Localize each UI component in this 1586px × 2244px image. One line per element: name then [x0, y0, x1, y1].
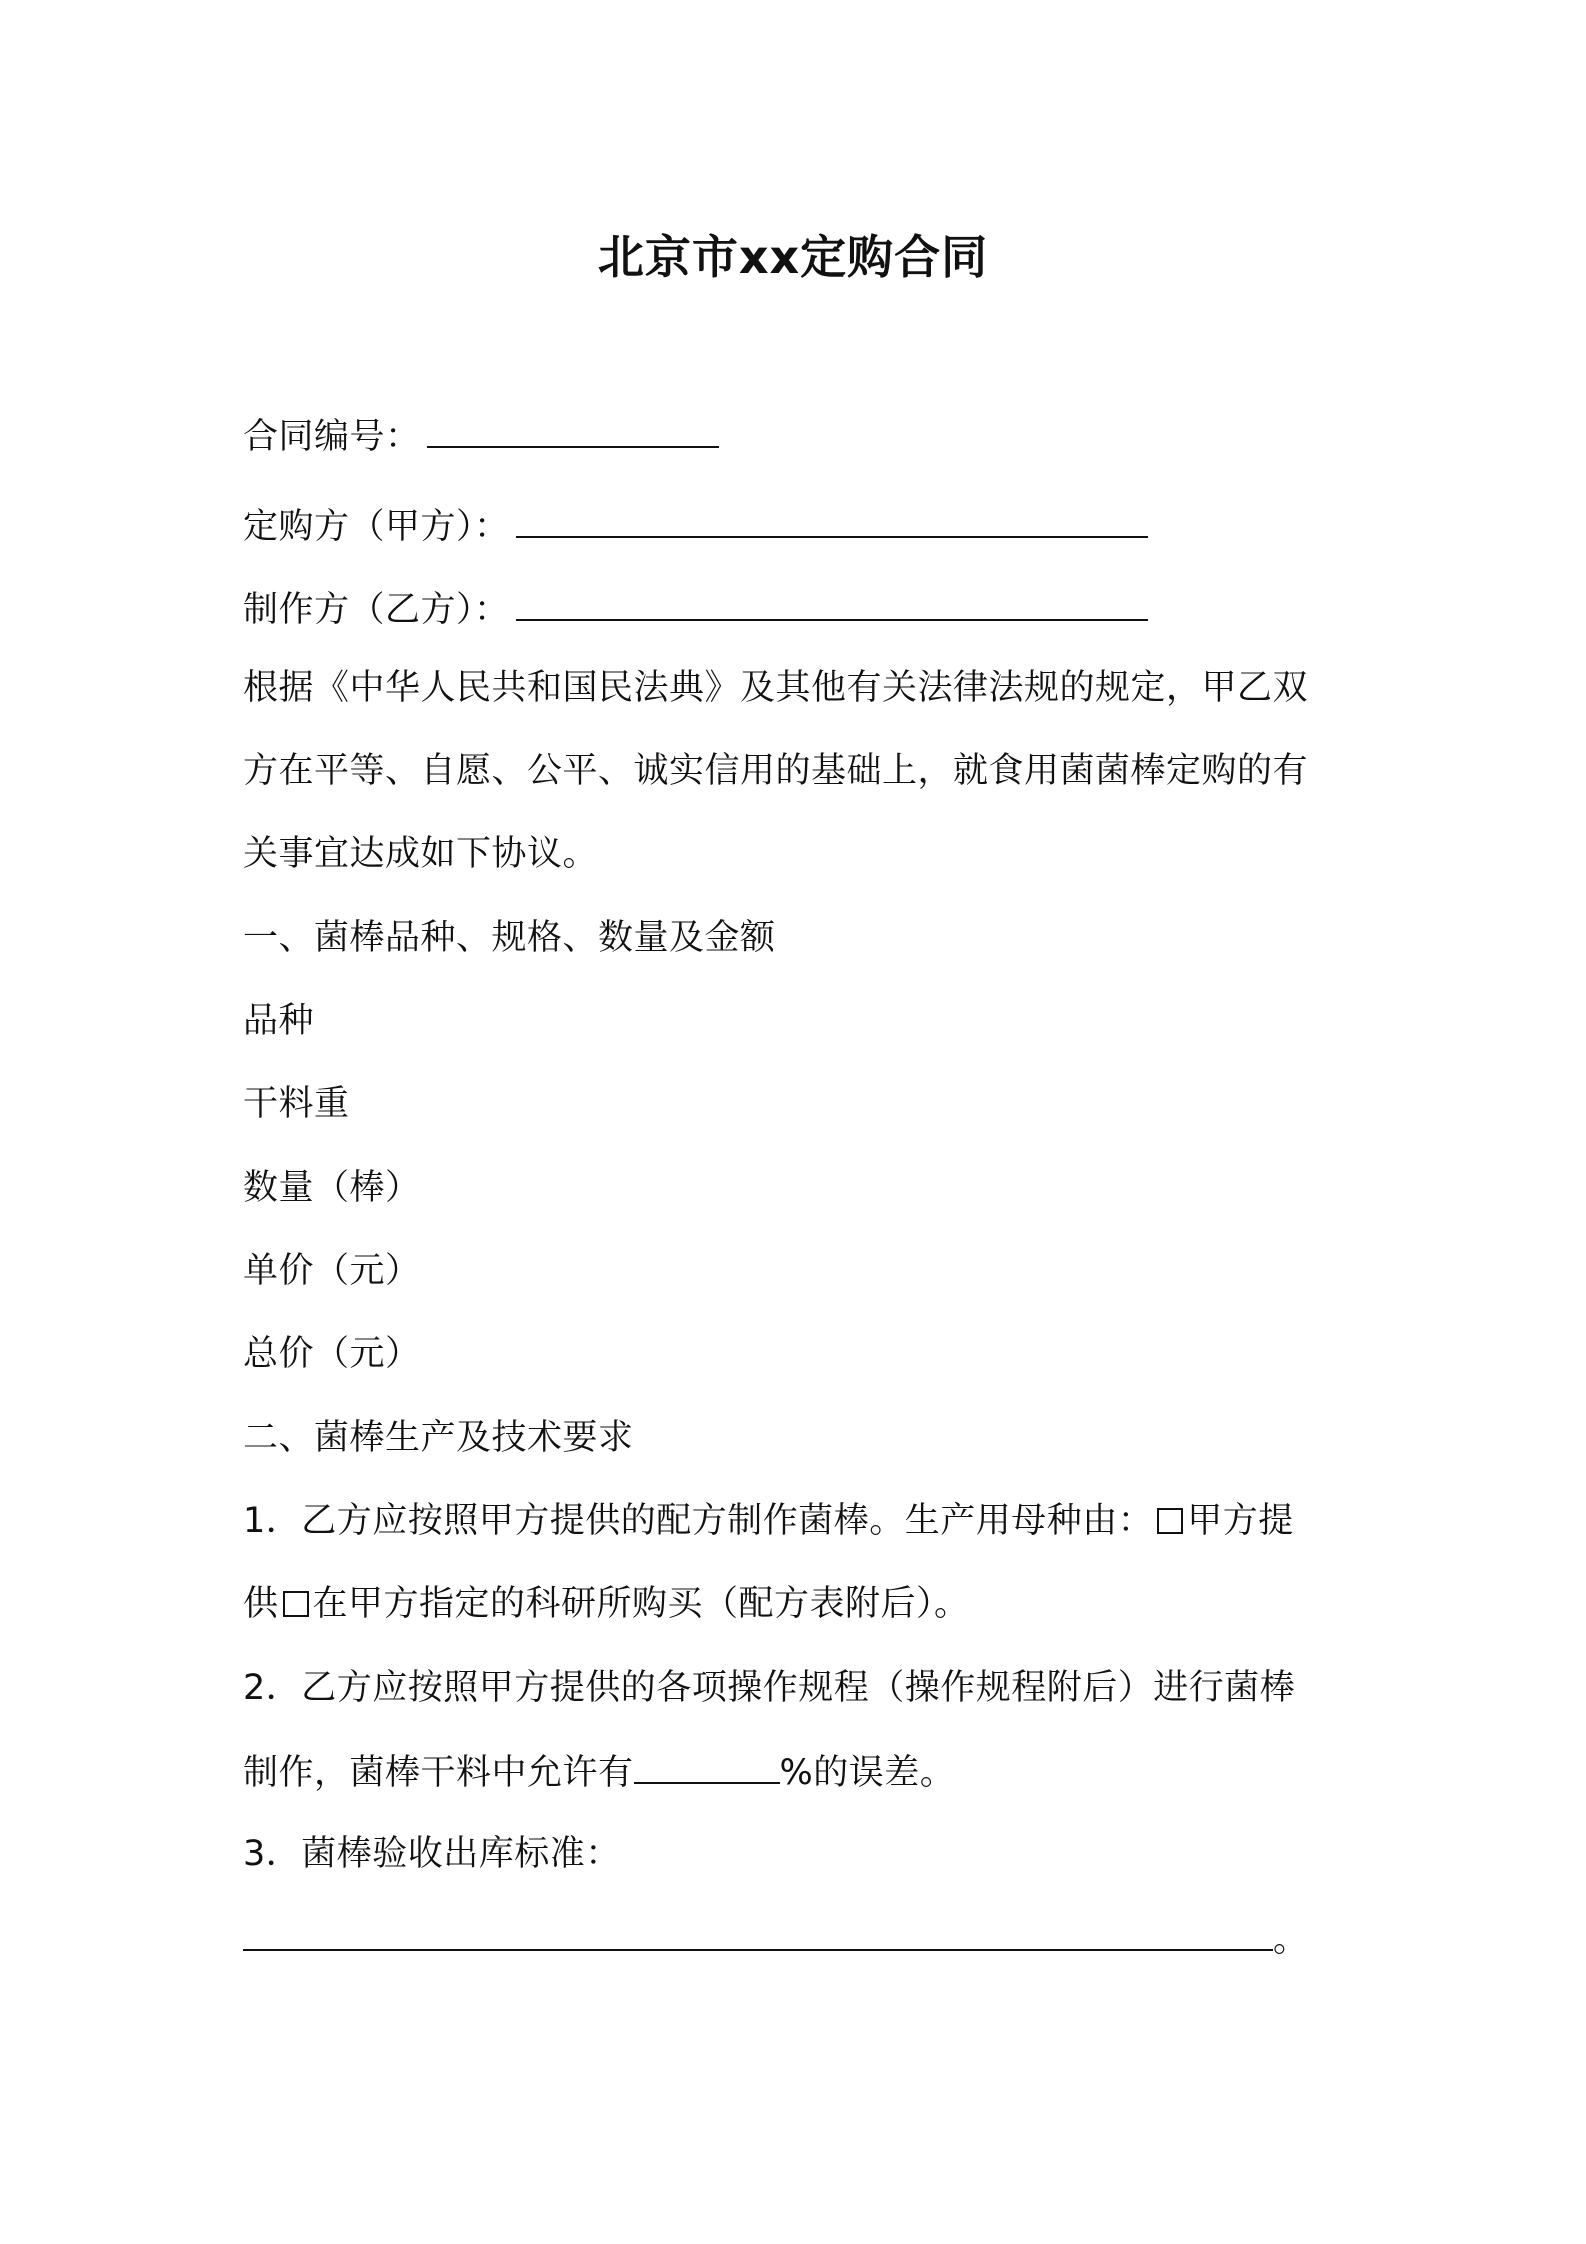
party-a-blank[interactable]	[516, 500, 1148, 538]
clause-2-text-a: 制作，菌棒干料中允许有	[243, 1753, 634, 1793]
section-2-heading: 二、菌棒生产及技术要求	[243, 1418, 634, 1458]
clause-3-period: 。	[1273, 1920, 1309, 1960]
clause-3-line-1: 3．菌棒验收出库标准：	[243, 1834, 621, 1874]
acceptance-standard-blank[interactable]	[243, 1913, 1273, 1951]
mother-strain-institute-checkbox[interactable]	[283, 1591, 309, 1617]
party-b-blank[interactable]	[516, 583, 1148, 621]
document-title: 北京市xx定购合同	[597, 230, 989, 284]
contract-number-line	[243, 410, 719, 462]
intro-line-2: 方在平等、自愿、公平、诚实信用的基础上，就食用菌菌棒定购的有	[243, 751, 1309, 791]
clause-2-text-b: %的误差。	[779, 1753, 956, 1793]
clause-1-line-2	[243, 1579, 970, 1629]
party-a-label: 定购方（甲方）：	[243, 507, 510, 547]
item-dry-weight: 干料重	[243, 1084, 350, 1124]
clause-1-line-1	[243, 1496, 1294, 1546]
clause-1-text-b: 甲方提	[1187, 1501, 1294, 1541]
item-unit-price: 单价（元）	[243, 1251, 421, 1291]
clause-3-line-2	[243, 1913, 1309, 1965]
party-b-label: 制作方（乙方）：	[243, 590, 510, 630]
item-variety: 品种	[243, 1001, 315, 1041]
clause-1-text-a: 1．乙方应按照甲方提供的配方制作菌棒。生产用母种由：	[243, 1501, 1154, 1541]
party-a-line	[243, 500, 1148, 552]
intro-line-3: 关事宜达成如下协议。	[243, 834, 599, 874]
item-quantity: 数量（棒）	[243, 1168, 421, 1208]
section-1-heading: 一、菌棒品种、规格、数量及金额	[243, 918, 776, 958]
item-total-price: 总价（元）	[243, 1334, 421, 1374]
error-percent-blank[interactable]	[634, 1746, 780, 1784]
contract-number-blank[interactable]	[427, 410, 719, 448]
party-b-line	[243, 583, 1148, 635]
clause-2-line-2	[243, 1746, 955, 1798]
intro-line-1: 根据《中华人民共和国民法典》及其他有关法律法规的规定，甲乙双	[243, 668, 1309, 708]
clause-1-text-c: 供	[243, 1584, 279, 1624]
clause-1-text-d: 在甲方指定的科研所购买（配方表附后）。	[312, 1584, 970, 1624]
mother-strain-party-a-checkbox[interactable]	[1157, 1508, 1183, 1534]
clause-2-line-1: 2．乙方应按照甲方提供的各项操作规程（操作规程附后）进行菌棒	[243, 1668, 1296, 1708]
contract-number-label: 合同编号：	[243, 417, 421, 457]
